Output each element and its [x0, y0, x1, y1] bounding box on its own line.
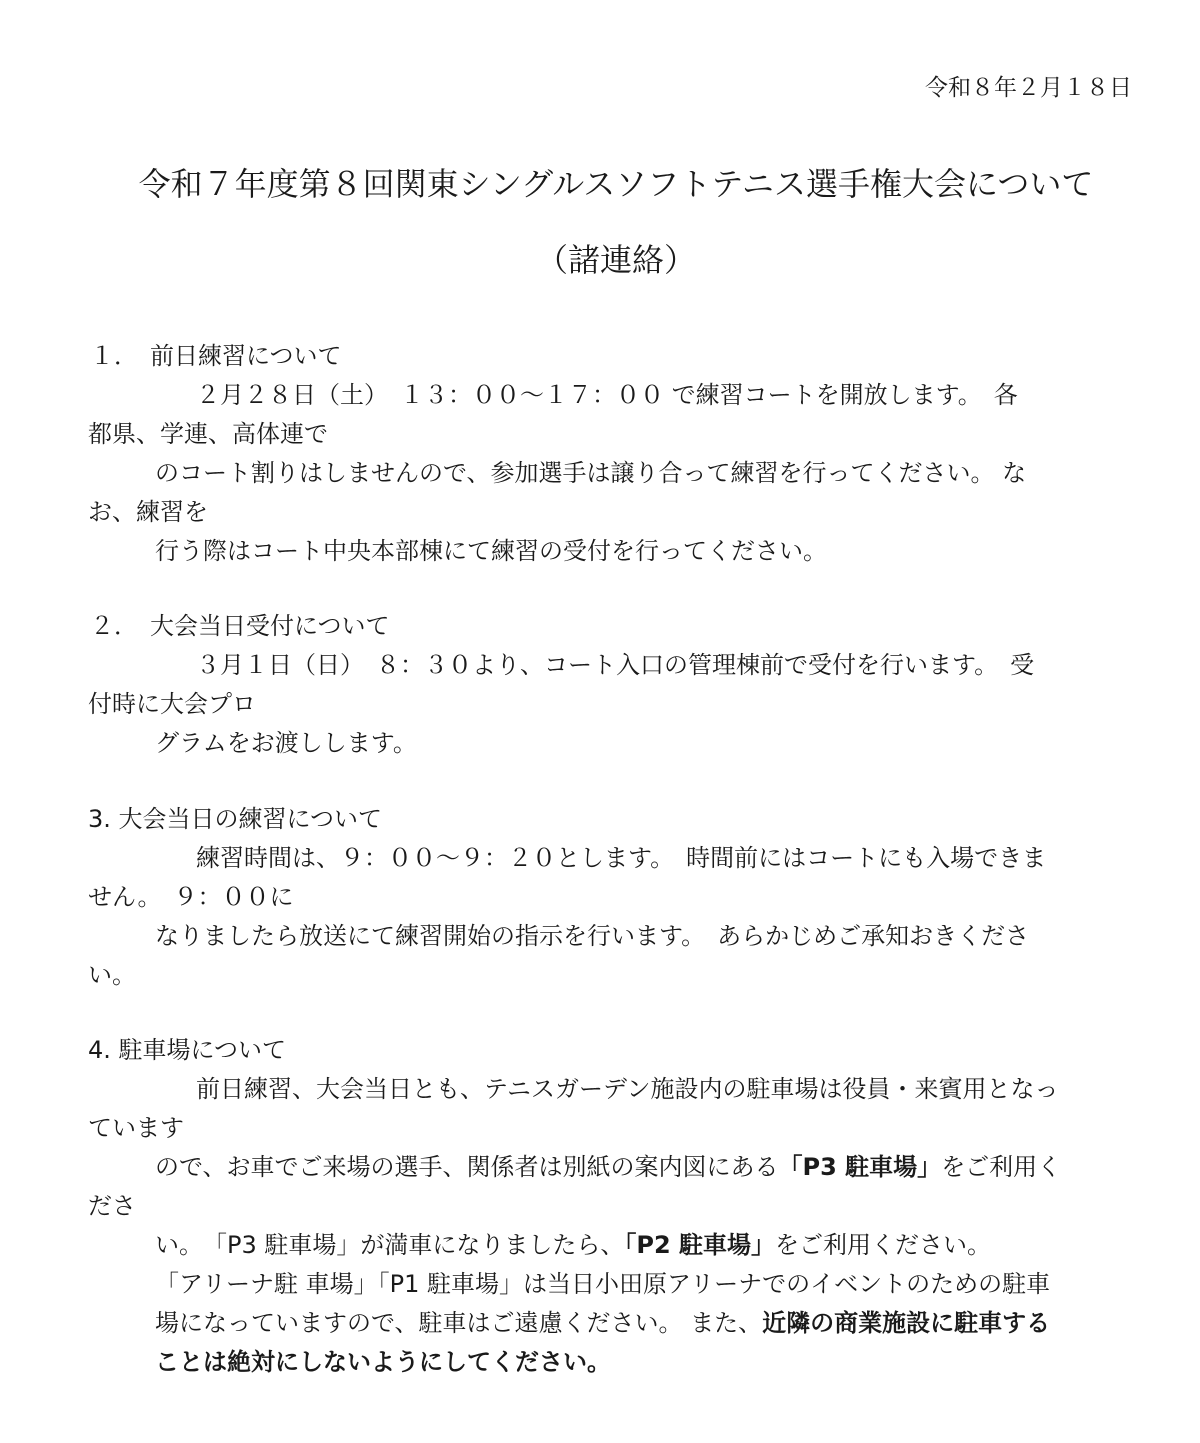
section-3-heading: 3. 大会当日の練習について	[88, 805, 383, 833]
section-3-line: せん。 ９：００に	[88, 883, 294, 911]
section-4-line: 「アリーナ駐 車場」「P1 駐車場」は当日小田原アリーナでのイベントのための駐車	[155, 1270, 1051, 1298]
section-2-line: グラムをお渡しします。	[155, 729, 417, 757]
section-4-line: 前日練習、大会当日とも、テニスガーデン施設内の駐車場は役員・来賓用となっ	[148, 1075, 1059, 1103]
document-date: 令和８年２月１８日	[925, 75, 1132, 101]
section-1-line: 行う際はコート中央本部棟にて練習の受付を行ってください。	[155, 537, 827, 565]
section-2-line: ３月１日（日） ８：３０より、コート入口の管理棟前で受付を行います。 受	[148, 651, 1035, 679]
section-4-line	[155, 1149, 1061, 1186]
section-1-line: のコート割りはしませんので、参加選手は譲り合って練習を行ってください。 な	[155, 459, 1027, 487]
section-2-heading: ２． 大会当日受付について	[90, 612, 390, 640]
parking-text: ので、お車でご来場の選手、関係者は別紙の案内図にある	[155, 1153, 779, 1181]
parking-text: をご利用く	[941, 1153, 1062, 1181]
document-subtitle: （諸連絡）	[535, 241, 696, 279]
section-2-line: 付時に大会プロ	[88, 690, 256, 718]
section-1-line: ２月２８日（土） １３：００～１７：００ で練習コートを開放します。 各	[148, 381, 1018, 409]
section-1-heading: １． 前日練習について	[90, 342, 342, 370]
section-4-line	[155, 1227, 991, 1264]
parking-text: い。 「P3 駐車場」が満車になりましたら、	[155, 1231, 625, 1259]
document-title: 令和７年度第８回関東シングルスソフトテニス選手権大会について	[138, 165, 1094, 203]
section-4-heading: 4. 駐車場について	[88, 1036, 287, 1064]
section-3-line: なりましたら放送にて練習開始の指示を行います。 あらかじめご承知おきくださ	[155, 922, 1030, 950]
no-commercial-parking-warning: ことは絶対にしないようにしてください。	[155, 1348, 611, 1376]
section-4-line: ています	[88, 1114, 184, 1142]
parking-text: をご利用ください。	[775, 1231, 992, 1259]
section-3-line: 練習時間は、９：００～９：２０とします。 時間前にはコートにも入場できま	[148, 844, 1047, 872]
parking-text: 場になっていますので、駐車はご遠慮ください。 また、	[155, 1309, 763, 1337]
section-1-line: お、練習を	[88, 498, 208, 526]
no-commercial-parking-warning: 近隣の商業施設に駐車する	[762, 1309, 1051, 1337]
parking-p2-emphasis: 「P2 駐車場」	[624, 1231, 776, 1259]
parking-p3-emphasis: 「P3 駐車場」	[778, 1153, 942, 1181]
section-3-line: い。	[88, 961, 136, 989]
section-4-line: ださ	[88, 1192, 136, 1220]
section-1-line: 都県、学連、高体連で	[88, 420, 328, 448]
section-4-line	[155, 1305, 1050, 1342]
